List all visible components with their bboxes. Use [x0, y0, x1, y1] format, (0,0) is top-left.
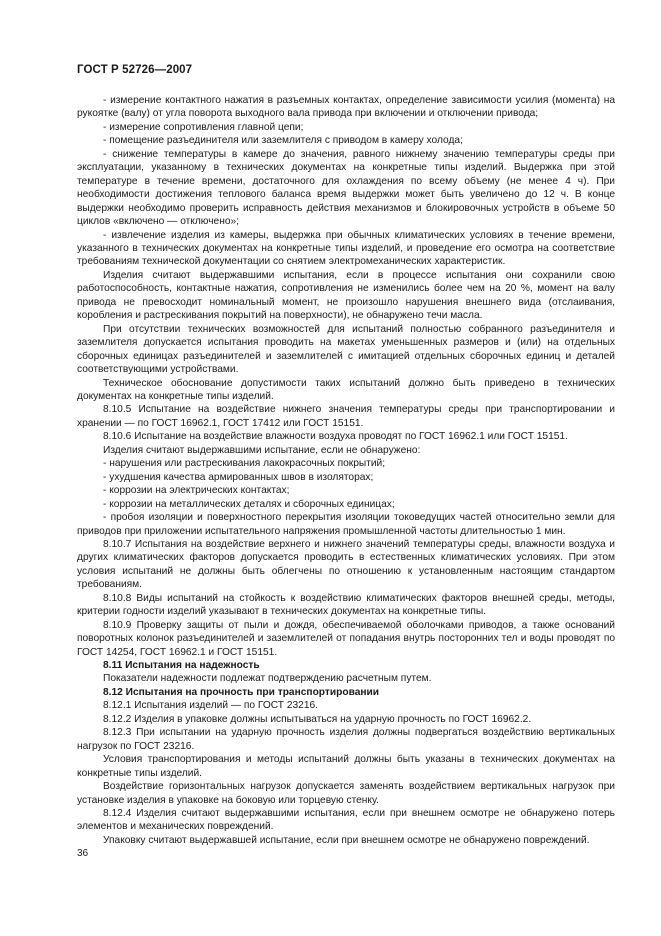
- list-item: - ухудшения качества армированных швов в изоляторах;: [103, 471, 374, 483]
- paragraph: Упаковку считают выдержавшей испытание, если при внешнем осмотре не обнаружено повреждений.: [103, 834, 590, 846]
- list-item: - коррозии на металлических деталях и сборочных единицах;: [103, 498, 395, 510]
- list-item: - снижение температуры в камере до значения, равного нижнему значению температуры среды при эксплуатации, указанному в технических документах на конкретные типы изделий. Выдержка при этой температуре в течение времени, достаточного для охлаждения по всему объему (не менее 4 ч). При необходимости достижения теплового баланса время выдержки может быть увеличено до 12 ч. В конце выдержки необходимо проверить исправность действия механизмов и блокировочных устройств в объеме 50 циклов «включено — отключено»;: [77, 148, 615, 228]
- paragraph: Условия транспортирования и методы испытаний должны быть указаны в технических документах на конкретные типы изделий.: [77, 754, 615, 779]
- list-item: - измерение сопротивления главной цепи;: [103, 121, 304, 133]
- paragraph-8-12-3: 8.12.3 При испытании на ударную прочность изделия должны подвергаться воздействию вертикальных нагрузок по ГОСТ 23216.: [77, 727, 615, 752]
- paragraph: Изделия считают выдержавшими испытание, если не обнаружено:: [103, 444, 421, 456]
- list-item: - коррозии на электрических контактах;: [103, 485, 290, 497]
- paragraph: При отсутствии технических возможностей для испытаний полностью собранного разъединителя и заземлителя допускается испытания проводить на макетах уменьшенных размеров и (или) на отдельных сборочных единицах разъединителей и заземлителей с имитацией отдельных сборочных единиц и деталей соответствующими устройствами.: [77, 323, 615, 376]
- paragraph-8-10-7: 8.10.7 Испытания на воздействие верхнего и нижнего значений температуры среды, влажности воздуха и других климатических факторов допускается проводить в естественных климатических условиях. При этом условия испытаний не должны быть облегчены по отношению к установленным настоящим стандартом требованиям.: [77, 538, 615, 591]
- list-item: - пробоя изоляции и поверхностного перекрытия изоляции токоведущих частей относительно земли для приводов при приложении испытательного напряжения промышленной частоты длительностью 1 мин.: [77, 512, 615, 537]
- paragraph-8-12-2: 8.12.2 Изделия в упаковке должны испытываться на ударную прочность по ГОСТ 16962.2.: [103, 713, 532, 725]
- paragraph-8-10-8: 8.10.8 Виды испытаний на стойкость к воздействию климатических факторов внешней среды, методы, критерии годности изделий указывают в технических документах на конкретные типы.: [77, 592, 615, 618]
- paragraph: Воздействие горизонтальных нагрузок допускается заменять воздействием вертикальных нагрузок при установке изделия в упаковке на боковую или торцевую стенку.: [77, 781, 615, 806]
- document-body: [77, 94, 615, 847]
- list-item: - нарушения или растрескивания лакокрасочных покрытий;: [103, 458, 386, 470]
- paragraph: Техническое обоснование допустимости таких испытаний должно быть приведено в технических документах на конкретные типы изделий.: [77, 377, 615, 402]
- section-heading-8-12: 8.12 Испытания на прочность при транспортировании: [103, 686, 380, 698]
- document-header: ГОСТ Р 52726—2007: [77, 64, 193, 76]
- list-item: - помещение разъединителя или заземлителя с приводом в камеру холода;: [103, 135, 463, 147]
- paragraph: - измерение контактного нажатия в разъемных контактах, определение зависимости усилия (момента) на рукоятке (валу) от угла поворота выходного вала привода при включении и отключении привода;: [77, 95, 615, 120]
- paragraph: Показатели надежности подлежат подтверждению расчетным путем.: [103, 673, 432, 685]
- paragraph-8-10-9: 8.10.9 Проверку защиты от пыли и дождя, обеспечиваемой оболочками приводов, а также оснований поворотных колонок разъединителей и заземлителей от попадания внутрь посторонних тел и воды проводят по ГОСТ 14254, ГОСТ 16962.1 и ГОСТ 15151.: [77, 619, 615, 658]
- list-item: - извлечение изделия из камеры, выдержка при обычных климатических условиях в течение времени, указанного в технических документах на конкретные типы изделий, и проведение его осмотра на соответствие требованиям технической документации со снятием электромеханических характеристик.: [77, 229, 615, 268]
- paragraph-8-10-5: 8.10.5 Испытание на воздействие нижнего значения температуры среды при транспортировании и хранении — по ГОСТ 16962.1, ГОСТ 17412 или ГОСТ 15151.: [77, 404, 615, 429]
- paragraph-8-12-4: 8.12.4 Изделия считают выдержавшими испытания, если при внешнем осмотре не обнаружено потерь элементов и механических повреждений.: [77, 808, 615, 833]
- page-number: 36: [77, 848, 89, 859]
- paragraph: Изделия считают выдержавшими испытания, если в процессе испытания они сохранили свою работоспособность, контактные нажатия, сопротивления не изменились более чем на 20 %, момент на валу привода не превосходит номинальный момент, не произошло нарушения внешнего вида (отслаивания, коробления и растрескивания покрытий на поверхности), не обнаружено течи масла.: [77, 269, 615, 322]
- section-heading-8-11: 8.11 Испытания на надежность: [103, 660, 260, 672]
- paragraph-8-10-6: 8.10.6 Испытание на воздействие влажности воздуха проводят по ГОСТ 16962.1 или ГОСТ 15151.: [103, 431, 568, 443]
- paragraph-8-12-1: 8.12.1 Испытания изделий — по ГОСТ 23216.: [103, 700, 318, 712]
